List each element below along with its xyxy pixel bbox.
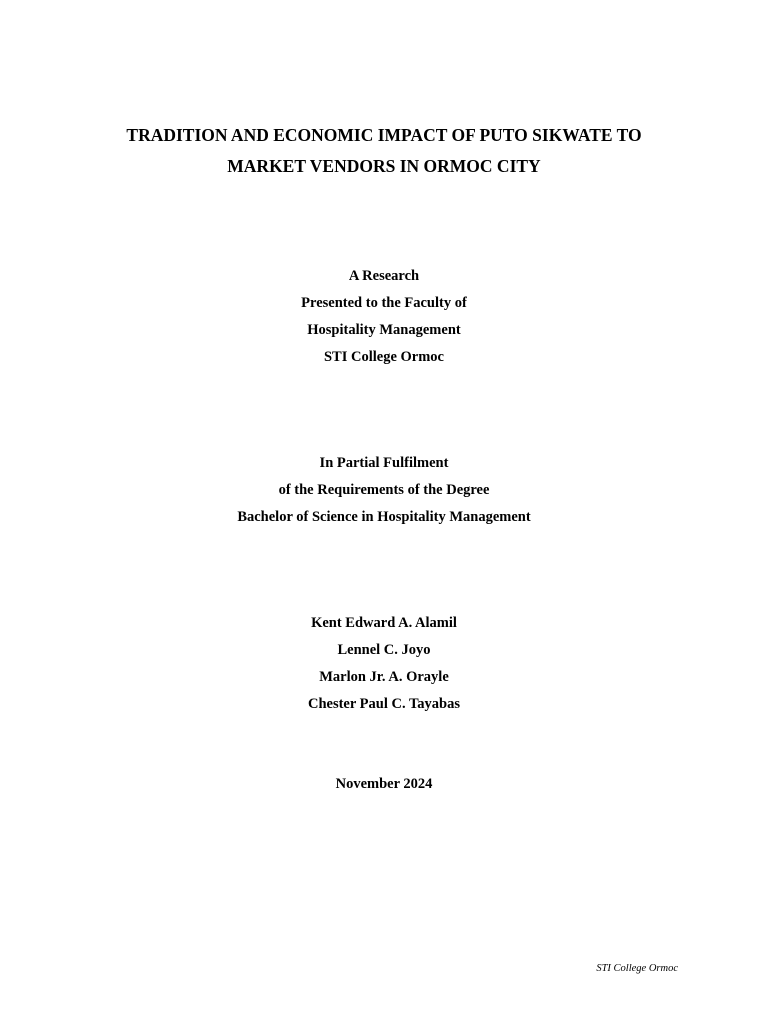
presentation-line: Presented to the Faculty of <box>301 295 467 311</box>
thesis-title <box>0 120 768 182</box>
fulfilment-block <box>0 450 768 531</box>
title-line: TRADITION AND ECONOMIC IMPACT OF PUTO SIKWATE TO <box>126 125 642 145</box>
fulfilment-line: In Partial Fulfilment <box>319 455 449 471</box>
presentation-line: Hospitality Management <box>307 322 461 338</box>
fulfilment-line: of the Requirements of the Degree <box>278 482 490 498</box>
author-name: Chester Paul C. Tayabas <box>307 696 460 712</box>
title-line: MARKET VENDORS IN ORMOC CITY <box>227 156 541 176</box>
date-text: November 2024 <box>335 776 433 792</box>
page-footer: STI College Ormoc <box>596 963 678 974</box>
presentation-line: A Research <box>348 268 420 284</box>
author-name: Lennel C. Joyo <box>337 642 431 658</box>
submission-date <box>0 771 768 798</box>
presentation-block <box>0 263 768 371</box>
fulfilment-line: Bachelor of Science in Hospitality Management <box>237 509 531 525</box>
authors-block <box>0 610 768 718</box>
presentation-line: STI College Ormoc <box>323 349 444 365</box>
author-name: Marlon Jr. A. Orayle <box>319 669 449 685</box>
author-name: Kent Edward A. Alamil <box>311 615 457 631</box>
